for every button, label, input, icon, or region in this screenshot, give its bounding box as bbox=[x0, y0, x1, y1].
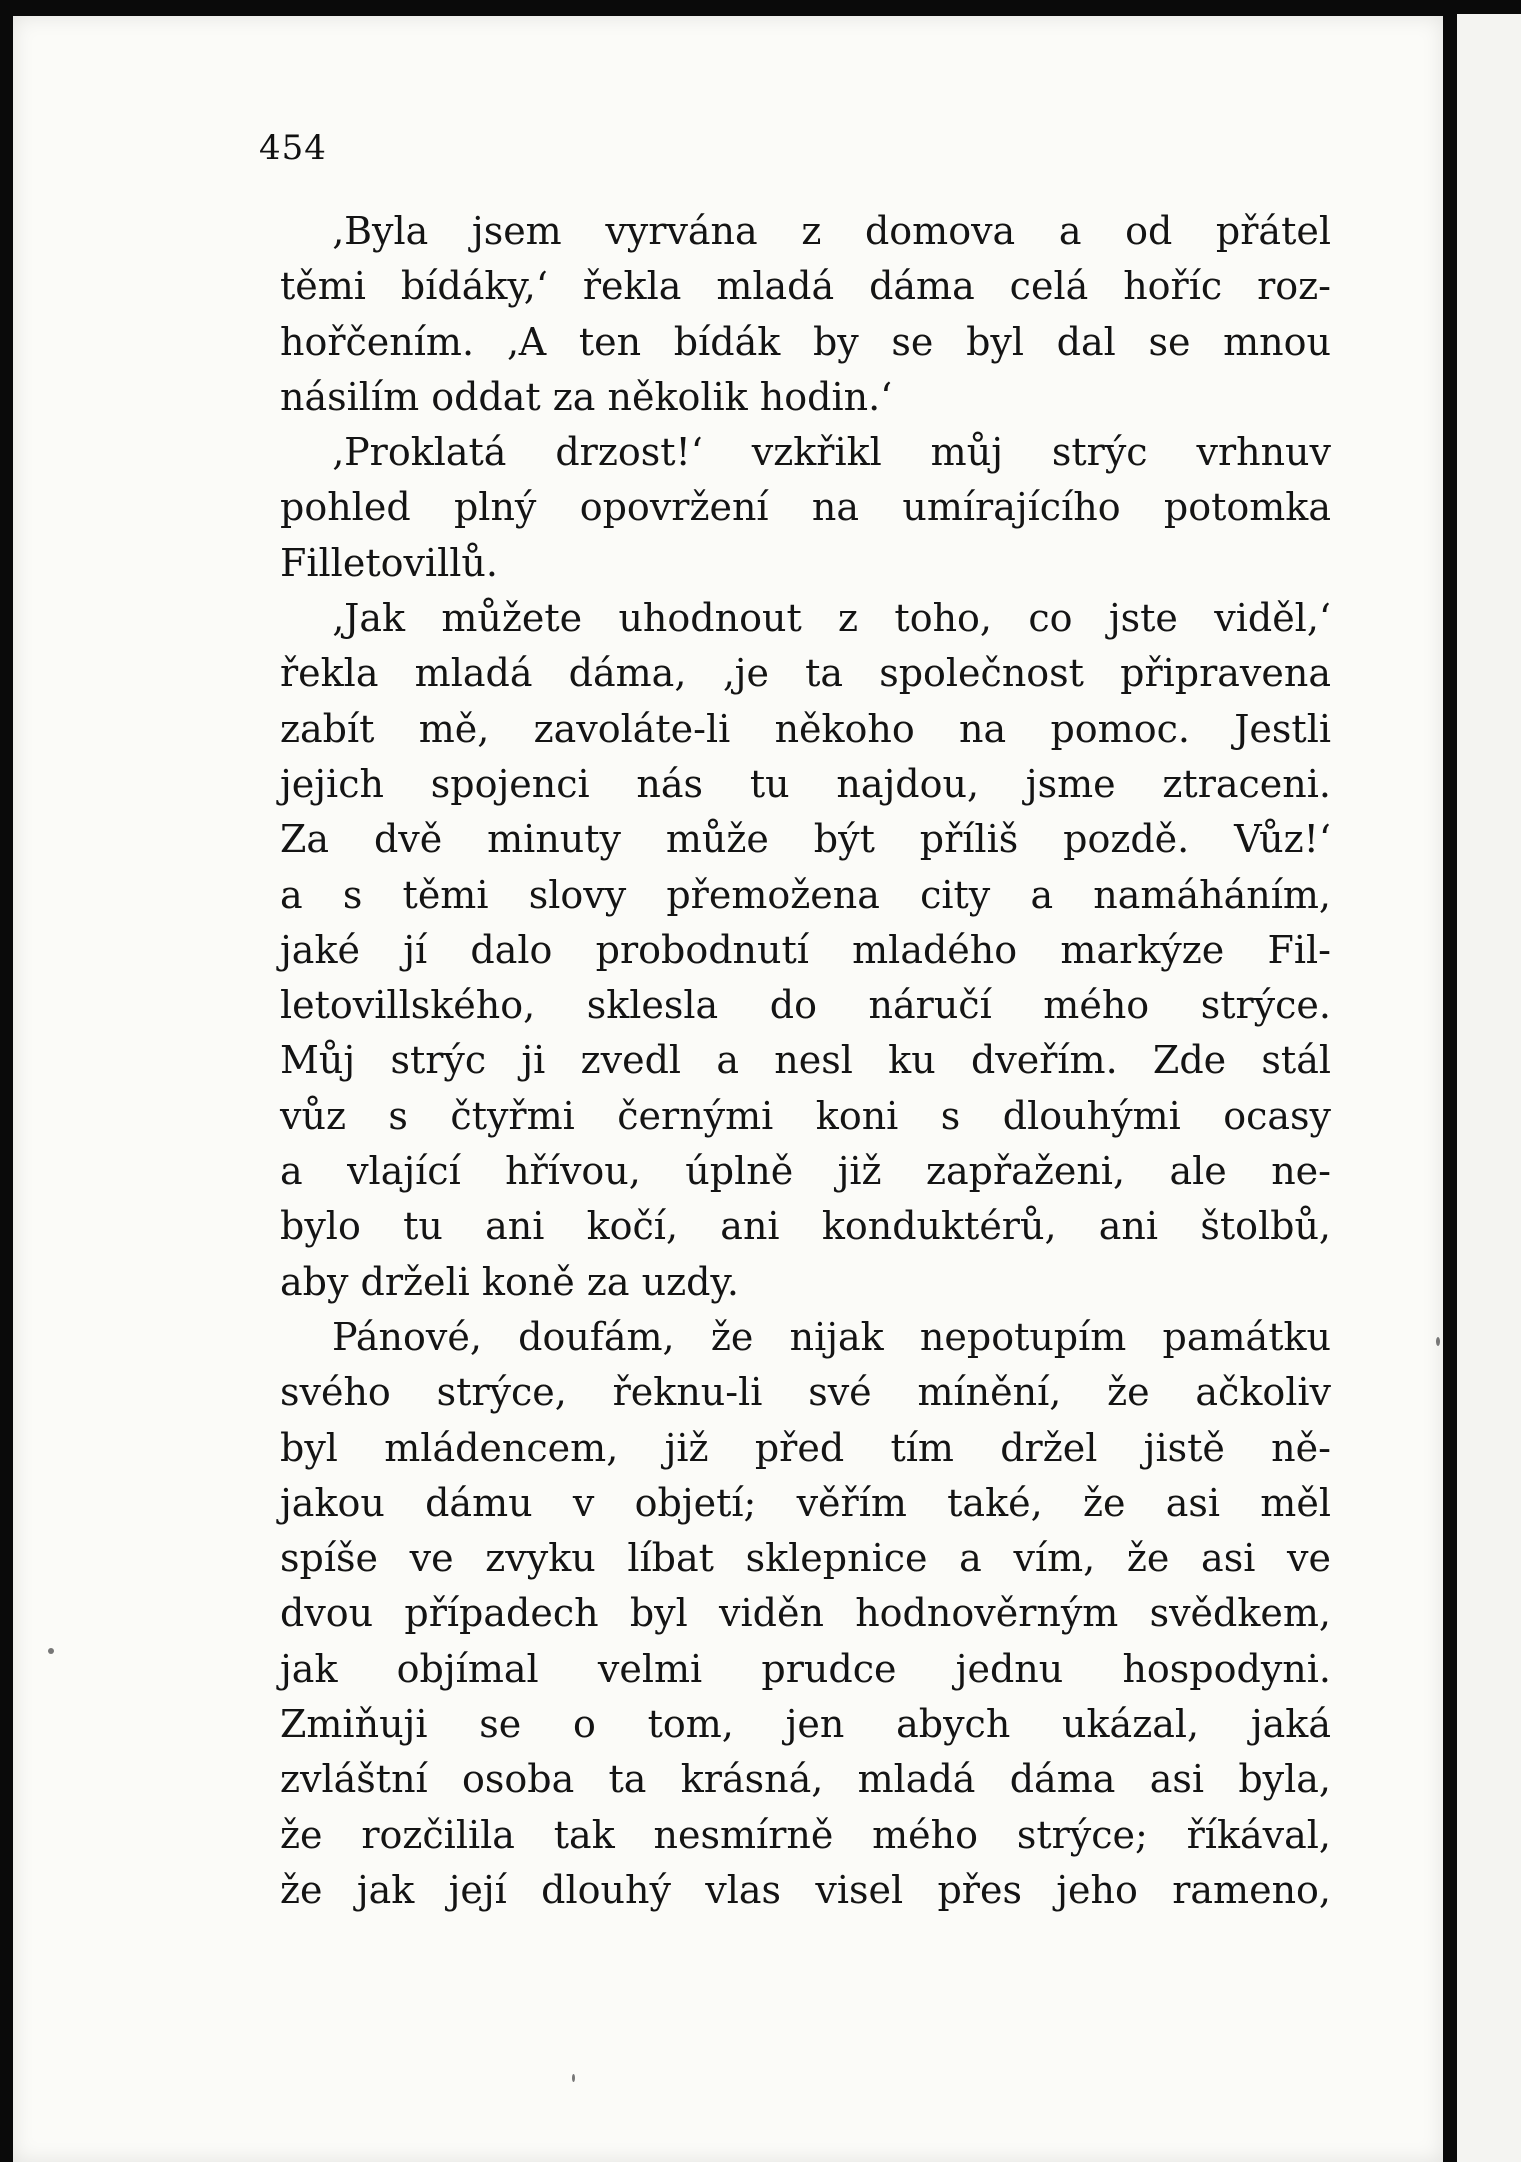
text-line: hořčením. ‚A ten bídák by se byl dal se mnou bbox=[280, 319, 1331, 364]
text-line: dvou případech byl viděn hodnověrným svědkem, bbox=[280, 1591, 1331, 1636]
dust-speck bbox=[1436, 1337, 1440, 1346]
text-line: a s těmi slovy přemožena city a namáháním, bbox=[280, 872, 1331, 917]
text-line: řekla mladá dáma, ‚je ta společnost připravena bbox=[280, 651, 1331, 696]
text-line: jakou dámu v objetí; věřím také, že asi měl bbox=[280, 1480, 1331, 1525]
text-line: jejich spojenci nás tu najdou, jsme ztraceni. bbox=[280, 761, 1331, 806]
text-line: ‚Byla jsem vyrvána z domova a od přátel bbox=[332, 209, 1331, 253]
dust-speck bbox=[572, 2074, 575, 2082]
text-line: Pánové, doufám, že nijak nepotupím památku bbox=[332, 1314, 1331, 1359]
text-line: aby drželi koně za uzdy. bbox=[280, 1259, 739, 1304]
page-number: 454 bbox=[259, 128, 327, 168]
text-line: násilím oddat za několik hodin.‘ bbox=[280, 374, 893, 419]
text-line: Zmiňuji se o tom, jen abych ukázal, jaká bbox=[280, 1702, 1331, 1747]
text-line: jak objímal velmi prudce jednu hospodyni. bbox=[280, 1646, 1331, 1691]
text-line: zvláštní osoba ta krásná, mladá dáma asi byla, bbox=[280, 1757, 1331, 1802]
text-line: pohled plný opovržení na umírajícího potomka bbox=[280, 485, 1331, 530]
text-line: ‚Proklatá drzost!‘ vzkřikl můj strýc vrhnuv bbox=[332, 430, 1331, 475]
text-line: spíše ve zvyku líbat sklepnice a vím, že asi ve bbox=[280, 1536, 1331, 1581]
text-line: Můj strýc ji zvedl a nesl ku dveřím. Zde stál bbox=[280, 1038, 1331, 1083]
body-text bbox=[276, 204, 1331, 1918]
text-line: zabít mě, zavoláte-li někoho na pomoc. Jestli bbox=[280, 706, 1331, 751]
text-line: Za dvě minuty může být příliš pozdě. Vůz!‘ bbox=[280, 817, 1331, 862]
text-line: svého strýce, řeknu-li své mínění, že ačkoliv bbox=[280, 1370, 1331, 1415]
text-line: byl mládencem, již před tím držel jistě ně- bbox=[280, 1425, 1331, 1470]
text-line: bylo tu ani kočí, ani konduktérů, ani štolbů, bbox=[280, 1204, 1331, 1249]
text-line: jaké jí dalo probodnutí mladého markýze Fil- bbox=[280, 927, 1331, 972]
next-page-edge bbox=[1457, 14, 1521, 2162]
text-line: těmi bídáky,‘ řekla mladá dáma celá hoříc roz- bbox=[280, 264, 1331, 309]
text-line: Filletovillů. bbox=[280, 540, 498, 585]
page-gutter bbox=[1443, 10, 1457, 2162]
text-line: vůz s čtyřmi černými koni s dlouhými ocasy bbox=[280, 1093, 1331, 1138]
text-line: letovillského, sklesla do náručí mého strýce. bbox=[280, 983, 1331, 1028]
text-line: ‚Jak můžete uhodnout z toho, co jste viděl,‘ bbox=[332, 596, 1331, 641]
text-line: a vlající hřívou, úplně již zapřaženi, ale ne- bbox=[280, 1149, 1331, 1194]
text-line: že rozčilila tak nesmírně mého strýce; říkával, bbox=[280, 1812, 1331, 1857]
text-line: že jak její dlouhý vlas visel přes jeho rameno, bbox=[280, 1867, 1331, 1912]
dust-speck bbox=[48, 1648, 54, 1654]
